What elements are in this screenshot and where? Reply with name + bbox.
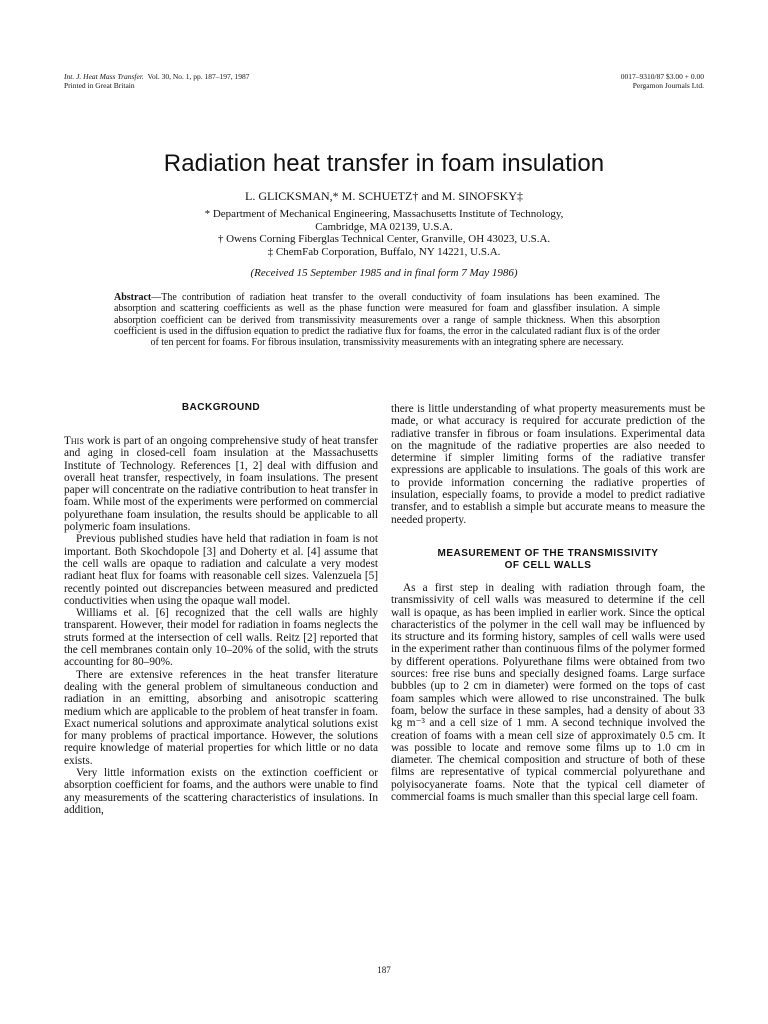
printed-in: Printed in Great Britain: [64, 81, 135, 90]
paragraph: there is little understanding of what property measurements must be made, or what accuracy is required for accurate prediction of the radiative transfer in fibrous or foam insulations. Experimental data on the magnitude of the radiative properties are also needed to determine if simpler limiting forms of the radiative transfer expressions are applicable to insulations. The goals of this work are to provide information concerning the radiative properties of insulation, especially foams, to provide a model to predict radiative transfer, and to establish a simple but accurate means to measure the needed property.: [391, 403, 705, 526]
affiliation-line: Cambridge, MA 02139, U.S.A.: [315, 220, 453, 233]
publisher: Pergamon Journals Ltd.: [632, 81, 704, 90]
page-number: 187: [377, 965, 391, 975]
paragraph: Previous published studies have held that radiation in foam is not important. Both Skochdopole [3] and Doherty et al. [4] assume that the cell walls are opaque to radiation and calculate a very modest radiant heat flux for foams with reasonable cell sizes. Valenzuela [5] recently pointed out discrepancies between measured and predicted conductivities when using the opaque wall model.: [64, 533, 378, 607]
received-date: (Received 15 September 1985 and in final form 7 May 1986): [250, 267, 518, 279]
paragraph: There are extensive references in the heat transfer literature dealing with the general problem of simultaneous conduction and radiation in an emitting, absorbing and anisotropic scattering medium which are applicable to the problem of heat transfer in foam. Exact numerical solutions and approximate analytical solutions exist for many problems of practical importance. However, the solutions require knowledge of material properties for which little or no data exists.: [64, 668, 378, 767]
paragraph: As a first step in dealing with radiation through foam, the transmissivity of cell walls was measured to determine if the cell wall is opaque, as has been implied in earlier work. Since the optical characteristics of the polymer in the cell wall may be influenced by its structure and its forming history, samples of cell walls were used in the experiment rather than continuous films of the polymer formed by different operations. Polyurethane films were obtained from two sources: free rise buns and specially designed foams. Large surface bubbles (up to 2 cm in diameter) were formed on the tops of cast foam samples which were allowed to rise unconstrained. The bulk foam, below the surface in these samples, had a density of about 33 kg m⁻³ and a cell size of 1 mm. A second technique involved the creation of foams with a mean cell size of approximately 0.5 cm. It was possible to locate and remove some films up to 1.0 cm in diameter. The chemical composition and structure of both of these films are representative of typical commercial polyurethane and polyisocyanerate foams. Note that the typical cell diameter of commercial foams is much smaller than this special large cell foam.: [391, 581, 705, 804]
affiliation-line: † Owens Corning Fiberglas Technical Center, Granville, OH 43023, U.S.A.: [217, 233, 551, 245]
affiliation-line: * Department of Mechanical Engineering, Massachusetts Institute of Technology,: [204, 208, 564, 220]
paragraph: Williams et al. [6] recognized that the cell walls are highly transparent. However, their model for radiation in foams neglects the struts formed at the intersection of cell walls. Reitz [2] reported that the cell membranes contain only 10–20% of the solid, with the struts accounting for 80–90%.: [64, 607, 378, 669]
article-code: 0017–9310/87 $3.00 + 0.00: [620, 72, 704, 81]
journal-name: Int. J. Heat Mass Transfer.: [64, 72, 144, 81]
affiliation-line: ‡ ChemFab Corporation, Buffalo, NY 14221, U.S.A.: [267, 245, 501, 258]
right-column: [391, 403, 705, 803]
volume-info: Vol. 30, No. 1, pp. 187–197, 1987: [147, 72, 250, 81]
drop-word: This: [64, 435, 84, 447]
paper-title: Radiation heat transfer in foam insulation: [163, 150, 605, 177]
authors: L. GLICKSMAN,* M. SCHUETZ† and M. SINOFSKY‡: [244, 189, 523, 203]
journal-header: [64, 72, 250, 90]
left-column: [64, 402, 378, 816]
abstract-label: Abstract: [114, 292, 152, 303]
affiliations: [0, 208, 768, 258]
paragraph: This work is part of an ongoing comprehensive study of heat transfer and aging in closed-cell foam insulation at the Massachusetts Institute of Technology. References [1, 2] deal with diffusion and overall heat transfer, respectively, in foam insulations. The present paper will concentrate on the radiative contribution to heat transfer in foam. While most of the experiments were performed on commercial polyurethane foam insulation, the results should be applicable to all polymeric foam insulations.: [64, 435, 378, 534]
abstract-text: —The contribution of radiation heat transfer to the overall conductivity of foam insulations has been examined. The absorption and scattering coefficients as well as the phase function were measured for foam and glassfiber insulation. A simple absorption coefficient can be derived from transmissivity measurements over a range of sample thickness. When this absorption coefficient is used in the diffusion equation to predict the radiative flux for foams, the error in the calculated radiant flux is of the order of ten percent for foams. For fibrous insulation, transmissivity measurements with an integrating sphere are necessary.: [114, 292, 660, 349]
section-heading: BACKGROUND: [181, 402, 261, 413]
abstract: [114, 292, 660, 348]
publisher-header: [621, 72, 704, 90]
paragraph: Very little information exists on the extinction coefficient or absorption coefficient for foams, and the authors were unable to find any measurements of the scattering characteristics of insulations. In addition,: [64, 767, 378, 816]
section-heading: MEASUREMENT OF THE TRANSMISSIVITY OF CELL WALLS: [437, 547, 659, 571]
